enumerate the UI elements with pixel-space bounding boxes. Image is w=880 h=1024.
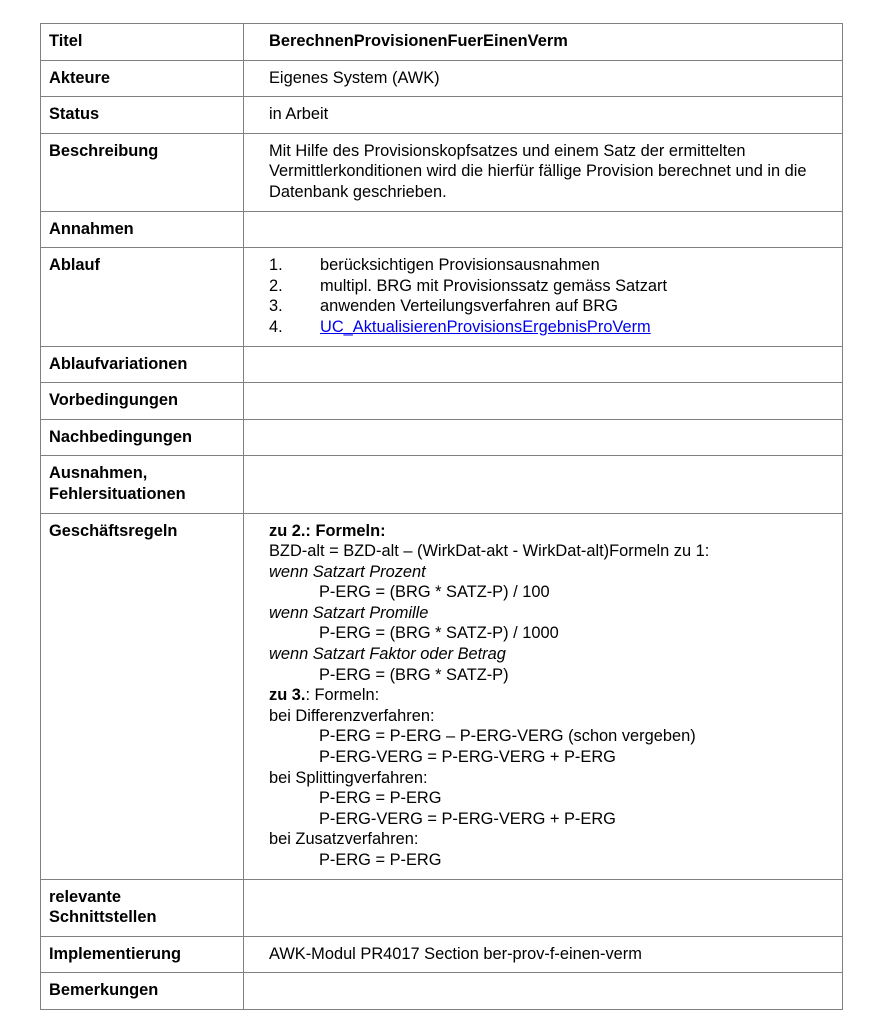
row-akteure [41,60,843,97]
label-ausnahmen-line2: Fehlersituationen [49,484,186,503]
row-geschaeftsregeln [41,513,843,879]
step-number: 4. [269,317,283,336]
row-bemerkungen [41,973,843,1010]
rule-split-label: bei Splittingverfahren: [269,768,428,787]
value-geschaeftsregeln [244,513,843,879]
value-ablauf [244,248,843,346]
use-case-table [40,23,843,1010]
row-annahmen [41,211,843,248]
rule-split-formula-2: P-ERG-VERG = P-ERG-VERG + P-ERG [319,809,616,828]
rule-cond-promille: wenn Satzart Promille [269,603,429,622]
label-beschreibung: Beschreibung [41,133,244,211]
label-titel: Titel [41,24,244,61]
label-schnittstellen-line2: Schnittstellen [49,908,157,927]
ablauf-step-3 [269,296,834,317]
rule-heading-2: zu 2.: Formeln: [269,521,386,540]
rule-formula-prozent: P-ERG = (BRG * SATZ-P) / 100 [319,583,550,602]
label-geschaeftsregeln: Geschäftsregeln [41,513,244,879]
row-beschreibung [41,133,843,211]
rule-heading-3-rest: : Formeln: [305,686,380,705]
row-implementierung [41,936,843,973]
value-beschreibung: Mit Hilfe des Provisionskopfsatzes und einem Satz der ermittelten Vermittlerkonditionen wird die hierfür fällige Provision berechnet und in die Datenbank geschrieben. [244,133,843,211]
label-nachbedingungen: Nachbedingungen [41,419,244,456]
row-nachbedingungen [41,419,843,456]
value-nachbedingungen [244,419,843,456]
row-titel [41,24,843,61]
rule-zusatz-formula-1: P-ERG = P-ERG [319,851,442,869]
value-implementierung: AWK-Modul PR4017 Section ber-prov-f-einen-verm [244,936,843,973]
rule-diff-label: bei Differenzverfahren: [269,706,435,725]
step-number: 2. [269,276,283,295]
label-ablaufvariationen: Ablaufvariationen [41,346,244,383]
label-schnittstellen-line1: relevante [49,887,121,906]
rule-formula-faktor: P-ERG = (BRG * SATZ-P) [319,665,509,684]
ablauf-step-4 [269,317,834,338]
rule-diff-formula-1: P-ERG = P-ERG – P-ERG-VERG (schon vergeben) [319,727,696,746]
rule-bzd: BZD-alt = BZD-alt – (WirkDat-akt - WirkDat-alt)Formeln zu 1: [269,542,710,561]
rule-cond-prozent: wenn Satzart Prozent [269,562,426,581]
ablauf-step-2 [269,276,834,297]
row-ablaufvariationen [41,346,843,383]
rule-heading-3 [269,685,834,706]
label-ablauf: Ablauf [41,248,244,346]
label-schnittstellen [41,879,244,936]
value-titel: BerechnenProvisionenFuerEinenVerm [244,24,843,61]
rule-heading-3-bold: zu 3. [269,686,306,705]
label-akteure: Akteure [41,60,244,97]
value-ausnahmen [244,456,843,513]
rule-cond-faktor: wenn Satzart Faktor oder Betrag [269,645,506,664]
value-annahmen [244,211,843,248]
row-ablauf [41,248,843,346]
ablauf-step-1 [269,255,834,276]
step-text: multipl. BRG mit Provisionssatz gemäss Satzart [320,276,668,295]
value-bemerkungen [244,973,843,1010]
label-vorbedingungen: Vorbedingungen [41,383,244,420]
step-text: berücksichtigen Provisionsausnahmen [320,256,600,275]
rule-zusatz-label: bei Zusatzverfahren: [269,830,419,849]
step-text: anwenden Verteilungsverfahren auf BRG [320,297,618,316]
label-ausnahmen-line1: Ausnahmen, [49,464,148,483]
value-status: in Arbeit [244,97,843,134]
label-ausnahmen [41,456,244,513]
row-schnittstellen [41,879,843,936]
value-ablaufvariationen [244,346,843,383]
rule-diff-formula-2: P-ERG-VERG = P-ERG-VERG + P-ERG [319,748,616,767]
value-schnittstellen [244,879,843,936]
row-ausnahmen [41,456,843,513]
step-number: 1. [269,256,283,275]
label-implementierung: Implementierung [41,936,244,973]
label-status: Status [41,97,244,134]
value-akteure: Eigenes System (AWK) [244,60,843,97]
ablauf-steps [269,255,834,337]
label-bemerkungen: Bemerkungen [41,973,244,1010]
row-status [41,97,843,134]
value-vorbedingungen [244,383,843,420]
row-vorbedingungen [41,383,843,420]
rule-formula-promille: P-ERG = (BRG * SATZ-P) / 1000 [319,624,559,643]
uc-aktualisieren-link[interactable]: UC_AktualisierenProvisionsErgebnisProVerm [320,317,651,336]
rule-split-formula-1: P-ERG = P-ERG [319,789,442,808]
label-annahmen: Annahmen [41,211,244,248]
step-number: 3. [269,297,283,316]
